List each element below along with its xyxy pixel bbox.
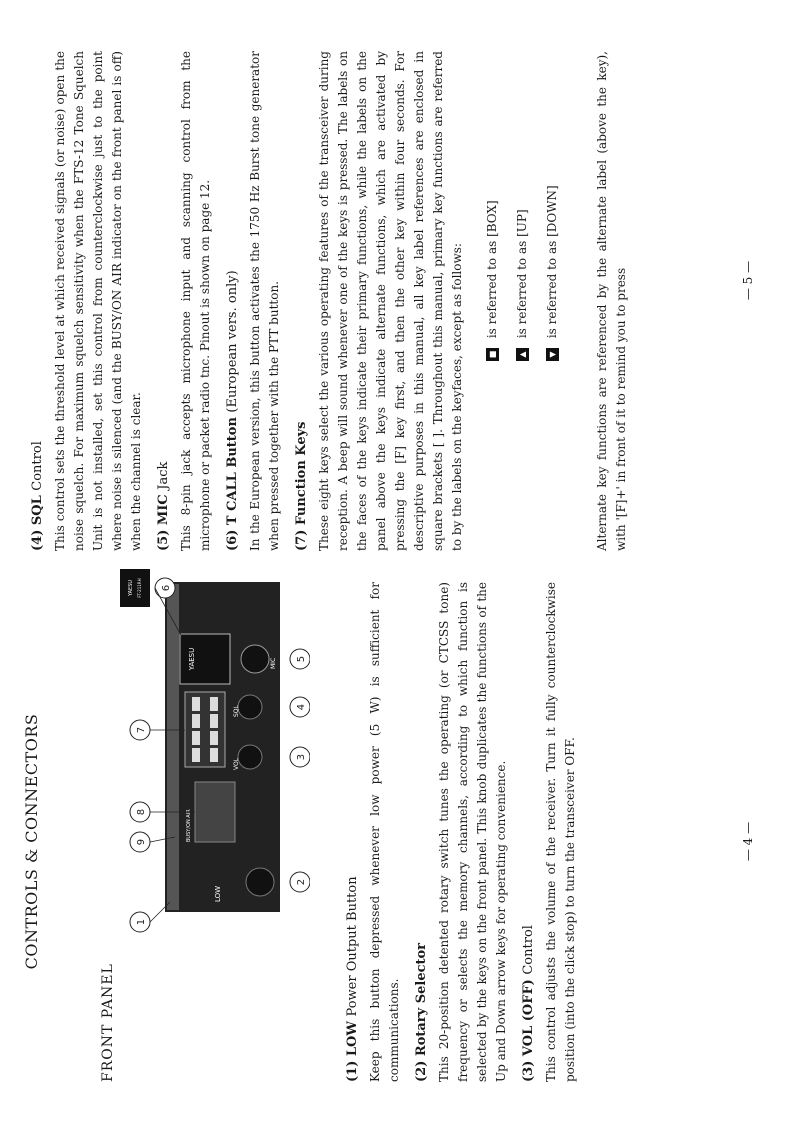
svg-text:6: 6	[161, 584, 172, 592]
closing-text: Alternate key functions are referenced by the alternate label (above the key), with '[F]+' in front of it to remind you to press	[595, 51, 628, 551]
section-7-text: These eight keys select the various operating features of the transceiver during reception. A beep will sound whenever one of the keys is pressed. The labels on the faces of the keys indicate their primary functions, while the labels on the panel above the keys indicate alternate functions, which are activated by pressing the [F] key first, and then the other key within four seconds. For descriptive purposes in this manual, all key label references are enclosed in square brackets [ ]. Throughout this manual, primary key functions are referred to by the labels on the keyfaces, except as follows:	[317, 51, 464, 551]
sql-knob	[238, 695, 262, 719]
page-title: CONTROLS & CONNECTORS	[22, 713, 41, 970]
section-5-heading: (5) MIC Jack	[156, 461, 171, 551]
page-number-right: — 5 —	[741, 260, 755, 301]
svg-text:5: 5	[296, 655, 307, 663]
box-key-icon: ■	[486, 348, 499, 361]
svg-text:1: 1	[136, 918, 147, 926]
section-6-text: In the European version, this button activates the 1750 Hz Burst tone generator when pressed together with the PTT button.	[248, 51, 281, 551]
svg-text:2: 2	[296, 878, 307, 886]
badge-brand: YAESU	[128, 579, 134, 597]
left-page	[0, 561, 793, 1122]
badge-model: FT-211RH	[137, 578, 142, 598]
section-1-text: Keep this button depressed whenever low power (5 W) is sufficient for communications.	[368, 582, 401, 1082]
section-5-text: This 8-pin jack accepts microphone input and scanning control from the microphone or packet radio tnc. Pinout is shown on page 12.	[179, 51, 212, 551]
brand-label: YAESU	[188, 647, 196, 671]
svg-text:3: 3	[296, 753, 307, 761]
radio-top-edge	[167, 584, 179, 910]
front-panel-illustration	[110, 562, 310, 1002]
busy-on-air-label: BUSY/ON AIR	[186, 809, 192, 842]
right-page-text	[30, 51, 641, 551]
section-7-heading: (7) Function Keys	[294, 421, 309, 551]
sql-label: SQL	[233, 705, 240, 717]
section-1-heading: (1) LOW Power Output Button	[345, 876, 360, 1082]
page-number-left: — 4 —	[741, 821, 755, 862]
section-6-heading: (6) T CALL Button (European vers. only)	[225, 270, 240, 551]
rotary-selector-knob	[246, 868, 274, 896]
svg-text:4: 4	[296, 703, 307, 711]
svg-text:8: 8	[136, 808, 147, 816]
mic-jack	[241, 645, 269, 673]
vol-knob	[238, 745, 262, 769]
down-key-icon: ▼	[546, 348, 559, 361]
model-badge	[120, 569, 150, 607]
key-ref-down: ▼ is referred to as [DOWN]	[537, 51, 567, 361]
low-label: LOW	[214, 885, 222, 902]
function-keys-area	[185, 692, 225, 767]
key-ref-box: ■ is referred to as [BOX]	[477, 51, 507, 361]
left-page-text	[345, 582, 590, 1082]
section-3-text: This control adjusts the volume of the receiver. Turn it fully counterclockwise position (into the click stop) to turn the transceiver OFF.	[544, 582, 577, 1082]
section-4-text: This control sets the threshold level at which received signals (or noise) open the noise squelch. For maximum squelch sensitivity when the FTS-12 Tone Squelch Unit is not installed, set this control from counterclockwise just to the point where noise is silenced (and the BUSY/ON AIR indicator on the front panel is off) when the channel is clear.	[53, 51, 143, 551]
svg-text:9: 9	[136, 838, 147, 846]
section-2-text: This 20-position detented rotary switch tunes the operating (or CTCSS tone) frequency or selects the memory channels, according to which function is selected by the keys on the front panel. This knob duplicates the functions of the Up and Down arrow keys for operating convenience.	[437, 582, 508, 1082]
vol-label: VOL	[233, 757, 240, 770]
section-3-heading: (3) VOL (OFF) Control	[521, 925, 536, 1082]
svg-text:7: 7	[136, 726, 147, 734]
lcd-display	[195, 782, 235, 842]
mic-label: MIC	[270, 657, 277, 669]
front-panel-label: FRONT PANEL	[100, 963, 116, 1082]
section-2-heading: (2) Rotary Selector	[414, 942, 429, 1082]
up-key-icon: ▲	[516, 348, 529, 361]
section-4-heading: (4) SQL Control	[30, 441, 45, 551]
key-ref-up: ▲ is referred to as [UP]	[507, 51, 537, 361]
